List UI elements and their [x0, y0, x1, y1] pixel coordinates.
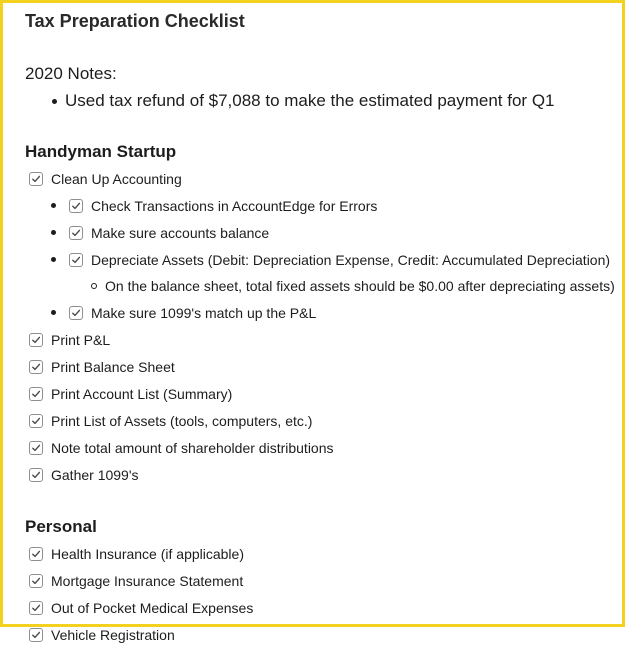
checklist-item-label: Note total amount of shareholder distributions — [51, 439, 334, 456]
checkmark-icon — [71, 308, 81, 318]
checkmark-icon — [31, 389, 41, 399]
checkbox-checked[interactable] — [29, 547, 43, 561]
checkmark-icon — [31, 443, 41, 453]
nested-note — [25, 273, 616, 299]
checklist-item-vehicle-registration[interactable] — [25, 621, 616, 648]
checklist-item-label: Out of Pocket Medical Expenses — [51, 599, 254, 616]
checklist-item-label: Health Insurance (if applicable) — [51, 545, 244, 562]
checkbox-checked[interactable] — [29, 468, 43, 482]
nested-note-text: On the balance sheet, total fixed assets should be $0.00 after depreciating assets) — [105, 278, 615, 294]
section-heading-personal: Personal — [25, 517, 97, 536]
notes-heading: 2020 Notes: — [25, 64, 117, 83]
checkmark-icon — [31, 549, 41, 559]
notes-list-item: Used tax refund of $7,088 to make the estimated payment for Q1 — [25, 89, 616, 113]
checklist-item-label: Print P&L — [51, 331, 111, 348]
checkmark-icon — [71, 255, 81, 265]
checkmark-icon — [31, 174, 41, 184]
checklist-item-label: Clean Up Accounting — [51, 170, 182, 187]
checklist-item-clean-up-accounting[interactable] — [25, 165, 616, 192]
checklist-item-label: Gather 1099's — [51, 466, 139, 483]
checklist-item-medical-expenses[interactable] — [25, 594, 616, 621]
handyman-checklist — [25, 165, 616, 488]
note-document — [25, 9, 616, 648]
personal-checklist — [25, 540, 616, 648]
checkbox-checked[interactable] — [69, 253, 83, 267]
checklist-item-gather-1099s[interactable] — [25, 461, 616, 488]
checklist-item-health-insurance[interactable] — [25, 540, 616, 567]
hollow-bullet-icon — [91, 283, 97, 289]
checkmark-icon — [31, 576, 41, 586]
checkbox-checked[interactable] — [69, 226, 83, 240]
checklist-item-print-balance-sheet[interactable] — [25, 353, 616, 380]
checkmark-icon — [31, 416, 41, 426]
section-heading-handyman: Handyman Startup — [25, 142, 177, 161]
checklist-item-label: Check Transactions in AccountEdge for Errors — [91, 197, 378, 214]
bullet-icon — [51, 310, 56, 315]
checkbox-checked[interactable] — [29, 172, 43, 186]
checklist-item-label: Print Balance Sheet — [51, 358, 175, 375]
document-title: Tax Preparation Checklist — [25, 11, 245, 31]
checklist-item-label: Mortgage Insurance Statement — [51, 572, 244, 589]
bullet-icon — [51, 257, 56, 262]
checklist-item-label: Print Account List (Summary) — [51, 385, 233, 402]
checkbox-checked[interactable] — [29, 387, 43, 401]
checkbox-checked[interactable] — [29, 628, 43, 642]
checklist-subitem-accounts-balance[interactable] — [25, 219, 616, 246]
checkbox-checked[interactable] — [69, 306, 83, 320]
checkmark-icon — [31, 470, 41, 480]
checklist-item-label: Vehicle Registration — [51, 626, 175, 643]
checkmark-icon — [31, 335, 41, 345]
checkbox-checked[interactable] — [29, 441, 43, 455]
checklist-subitem-1099-match[interactable] — [25, 299, 616, 326]
checklist-item-shareholder-distributions[interactable] — [25, 434, 616, 461]
checklist-item-label: Depreciate Assets (Debit: Depreciation Expense, Credit: Accumulated Depreciation) — [91, 251, 611, 268]
checkmark-icon — [31, 630, 41, 640]
checklist-item-print-list-of-assets[interactable] — [25, 407, 616, 434]
checkbox-checked[interactable] — [69, 199, 83, 213]
checkmark-icon — [71, 201, 81, 211]
bullet-icon — [51, 203, 56, 208]
checkbox-checked[interactable] — [29, 414, 43, 428]
checklist-subitem-depreciate-assets[interactable] — [25, 246, 616, 273]
checkbox-checked[interactable] — [29, 360, 43, 374]
checkmark-icon — [71, 228, 81, 238]
bullet-icon — [51, 230, 56, 235]
checklist-subitem-check-transactions[interactable] — [25, 192, 616, 219]
checkbox-checked[interactable] — [29, 333, 43, 347]
notes-list — [25, 89, 616, 113]
checkmark-icon — [31, 603, 41, 613]
checklist-item-print-account-list[interactable] — [25, 380, 616, 407]
checkmark-icon — [31, 362, 41, 372]
checklist-item-label: Print List of Assets (tools, computers, etc.) — [51, 412, 313, 429]
checklist-item-label: Make sure 1099's match up the P&L — [91, 304, 317, 321]
checklist-item-mortgage-insurance[interactable] — [25, 567, 616, 594]
checklist-item-label: Make sure accounts balance — [91, 224, 270, 241]
checkbox-checked[interactable] — [29, 574, 43, 588]
checklist-item-print-pl[interactable] — [25, 326, 616, 353]
checkbox-checked[interactable] — [29, 601, 43, 615]
